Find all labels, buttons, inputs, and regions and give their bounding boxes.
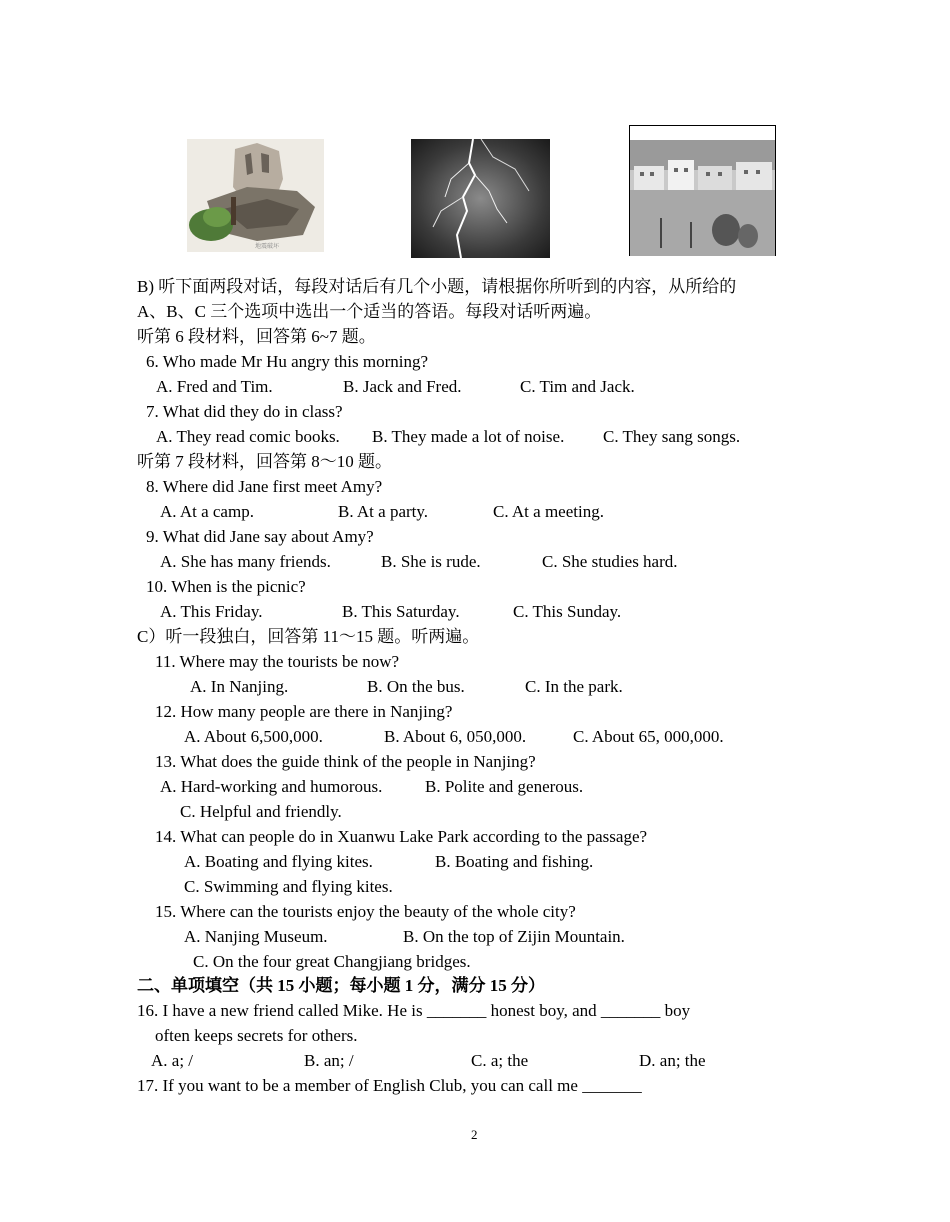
question-9-option-a: A. She has many friends.: [160, 552, 331, 571]
question-14: 14. What can people do in Xuanwu Lake Park according to the passage?: [155, 827, 648, 846]
question-7-option-b: B. They made a lot of noise.: [372, 427, 565, 446]
question-15-option-c: C. On the four great Changjiang bridges.: [193, 952, 471, 971]
question-12-option-c: C. About 65, 000,000.: [573, 727, 724, 746]
section-c-heading: C）听一段独白，回答第 11～15 题。听两遍。: [137, 627, 480, 646]
earthquake-image: [187, 139, 324, 252]
question-16-line1: 16. I have a new friend called Mike. He is _______ honest boy, and _______ boy: [137, 1001, 691, 1020]
question-10-option-c: C. This Sunday.: [513, 602, 622, 621]
question-6-option-b: B. Jack and Fred.: [343, 377, 462, 396]
question-15-option-a: A. Nanjing Museum.: [184, 927, 328, 946]
section-b-intro-line2: A、B、C 三个选项中选出一个适当的答语。每段对话听两遍。: [137, 302, 602, 321]
question-16-option-c: C. a; the: [471, 1051, 529, 1070]
question-14-option-a: A. Boating and flying kites.: [184, 852, 373, 871]
page-number: 2: [471, 1127, 478, 1142]
earthquake-caption: 地震破坏: [255, 243, 280, 250]
question-9: 9. What did Jane say about Amy?: [146, 527, 374, 546]
question-13-option-a: A. Hard-working and humorous.: [160, 777, 383, 796]
question-15: 15. Where can the tourists enjoy the beauty of the whole city?: [155, 902, 576, 921]
question-8-option-a: A. At a camp.: [160, 502, 254, 521]
question-6-option-a: A. Fred and Tim.: [156, 377, 273, 396]
question-16-option-a: A. a; /: [151, 1051, 194, 1070]
question-16-line2: often keeps secrets for others.: [155, 1026, 358, 1045]
flood-image: [629, 125, 776, 256]
question-17: 17. If you want to be a member of English Club, you can call me _______: [137, 1076, 642, 1095]
section-b-intro-line1: B) 听下面两段对话，每段对话后有几个小题，请根据你所听到的内容，从所给的: [137, 277, 737, 296]
question-8: 8. Where did Jane first meet Amy?: [146, 477, 383, 496]
question-13-option-b: B. Polite and generous.: [425, 777, 584, 796]
lightning-image: [411, 139, 550, 258]
question-11-option-a: A. In Nanjing.: [190, 677, 289, 696]
question-14-option-b: B. Boating and fishing.: [435, 852, 594, 871]
question-11-option-c: C. In the park.: [525, 677, 623, 696]
question-10: 10. When is the picnic?: [146, 577, 306, 596]
question-8-option-b: B. At a party.: [338, 502, 429, 521]
question-11: 11. Where may the tourists be now?: [155, 652, 400, 671]
question-10-option-a: A. This Friday.: [160, 602, 263, 621]
question-7-option-a: A. They read comic books.: [156, 427, 340, 446]
question-8-option-c: C. At a meeting.: [493, 502, 604, 521]
question-9-option-c: C. She studies hard.: [542, 552, 678, 571]
question-6: 6. Who made Mr Hu angry this morning?: [146, 352, 429, 371]
question-12-option-a: A. About 6,500,000.: [184, 727, 323, 746]
part7-heading: 听第 7 段材料，回答第 8～10 题。: [137, 452, 392, 471]
question-9-option-b: B. She is rude.: [381, 552, 481, 571]
question-6-option-c: C. Tim and Jack.: [520, 377, 635, 396]
question-16-option-b: B. an; /: [304, 1051, 354, 1070]
question-10-option-b: B. This Saturday.: [342, 602, 460, 621]
question-15-option-b: B. On the top of Zijin Mountain.: [403, 927, 625, 946]
question-11-option-b: B. On the bus.: [367, 677, 465, 696]
question-13: 13. What does the guide think of the people in Nanjing?: [155, 752, 536, 771]
question-7: 7. What did they do in class?: [146, 402, 343, 421]
part6-heading: 听第 6 段材料，回答第 6~7 题。: [137, 327, 376, 346]
question-14-option-c: C. Swimming and flying kites.: [184, 877, 393, 896]
question-7-option-c: C. They sang songs.: [603, 427, 741, 446]
question-16-option-d: D. an; the: [639, 1051, 706, 1070]
question-13-option-c: C. Helpful and friendly.: [180, 802, 342, 821]
question-12-option-b: B. About 6, 050,000.: [384, 727, 527, 746]
part2-heading: 二、单项填空（共 15 小题；每小题 1 分，满分 15 分）: [137, 976, 545, 995]
question-12: 12. How many people are there in Nanjing?: [155, 702, 453, 721]
